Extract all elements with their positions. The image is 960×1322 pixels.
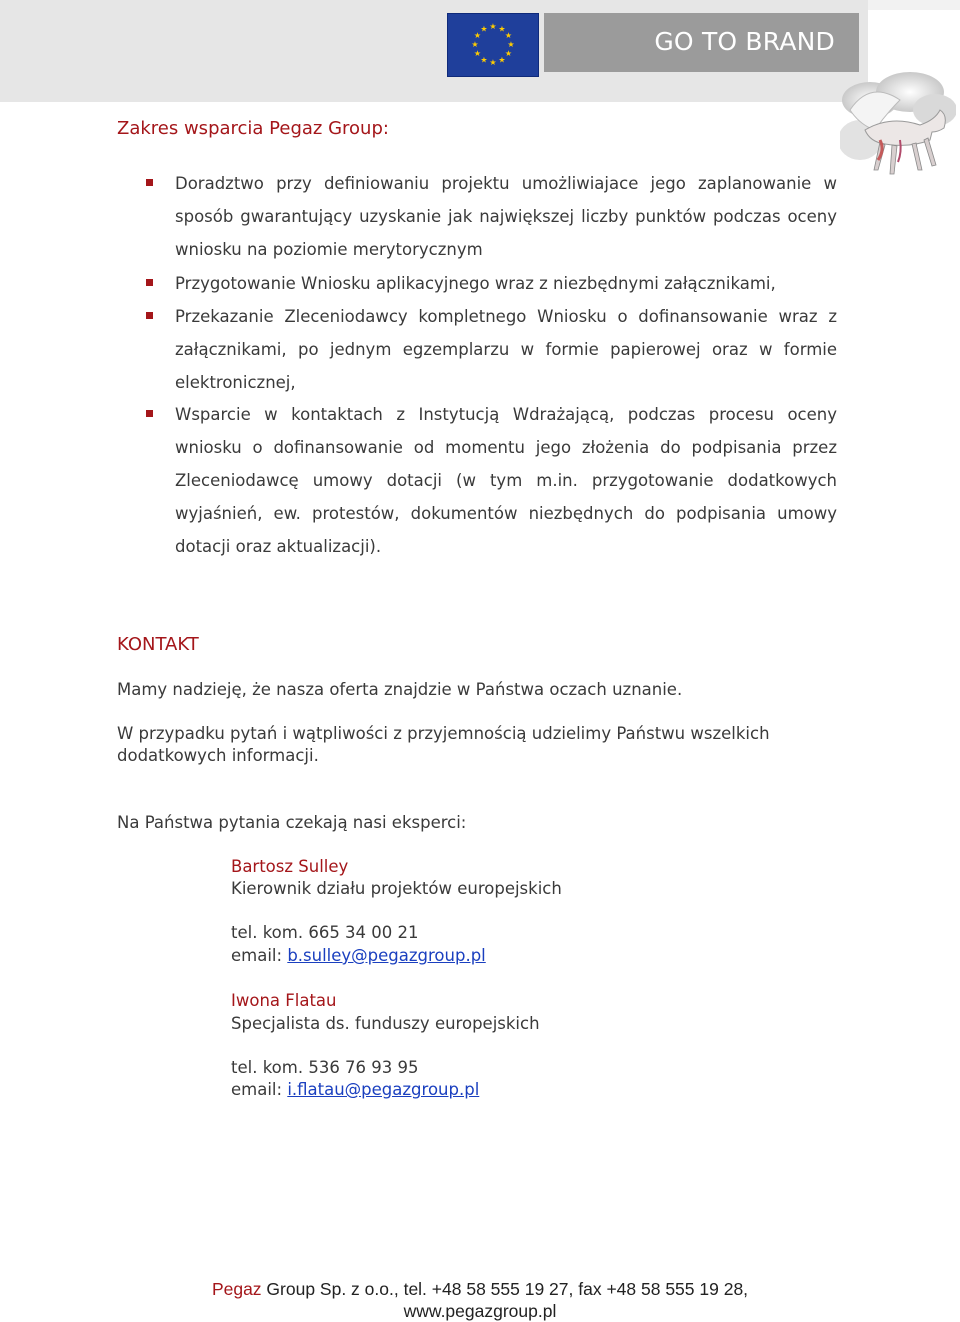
- svg-text:★: ★: [489, 58, 497, 67]
- expert-phone: tel. kom. 536 76 93 95: [231, 1058, 419, 1077]
- list-item: Przekazanie Zleceniodawcy kompletnego Wniosku o dofinansowanie wraz z załącznikami, po jednym egzemplarzu w formie papierowej oraz w formie elektronicznej,: [175, 300, 837, 399]
- footer-company-details: Group Sp. z o.o., tel. +48 58 555 19 27, fax +48 58 555 19 28,: [261, 1279, 749, 1299]
- svg-text:★: ★: [504, 49, 513, 58]
- svg-text:★: ★: [473, 31, 482, 40]
- expert-role: Specjalista ds. funduszy europejskich: [231, 1014, 540, 1033]
- svg-text:★: ★: [498, 24, 506, 34]
- brand-banner: [544, 13, 859, 72]
- pegasus-logo-image: [840, 70, 956, 200]
- email-label: email:: [231, 1080, 288, 1099]
- list-item: Przygotowanie Wniosku aplikacyjnego wraz z niezbędnymi załącznikami,: [175, 267, 837, 300]
- expert-email-link[interactable]: i.flatau@pegazgroup.pl: [287, 1080, 480, 1099]
- expert-name: Iwona Flatau: [231, 991, 337, 1010]
- brand-text: GO TO BRAND: [654, 27, 835, 56]
- contact-paragraph-questions: W przypadku pytań i wątpliwości z przyjemnością udzielimy Państwu wszelkich dodatkowych informacji.: [117, 724, 770, 765]
- svg-text:★: ★: [507, 40, 515, 49]
- svg-text:★: ★: [480, 55, 488, 65]
- svg-text:★: ★: [471, 40, 479, 49]
- list-item: Doradztwo przy definiowaniu projektu umożliwiajace jego zaplanowanie w sposób gwarantujący uzyskanie jak największej liczby punktów podczas oceny wniosku na poziomie merytorycznym: [175, 167, 837, 266]
- expert-email-link[interactable]: b.sulley@pegazgroup.pl: [287, 946, 486, 965]
- expert-role: Kierownik działu projektów europejskich: [231, 879, 562, 898]
- email-label: email:: [231, 946, 288, 965]
- header-band-right: [868, 0, 960, 10]
- bullet-square-icon: [146, 410, 153, 417]
- support-section-title: Zakres wsparcia Pegaz Group:: [117, 118, 389, 139]
- contact-section-title: KONTAKT: [117, 634, 199, 655]
- svg-text:★: ★: [480, 24, 488, 34]
- contact-paragraph-hope: Mamy nadzieję, że nasza oferta znajdzie w Państwa oczach uznanie.: [117, 680, 683, 699]
- expert-phone: tel. kom. 665 34 00 21: [231, 923, 419, 942]
- svg-text:★: ★: [473, 49, 482, 58]
- expert-name: Bartosz Sulley: [231, 857, 349, 876]
- footer-website[interactable]: www.pegazgroup.pl: [403, 1301, 557, 1321]
- bullet-square-icon: [146, 179, 153, 186]
- footer-brand: Pegaz: [211, 1279, 262, 1299]
- footer: [0, 1278, 960, 1322]
- bullet-square-icon: [146, 312, 153, 319]
- expert-email-line: [231, 945, 486, 967]
- svg-text:★: ★: [504, 31, 513, 40]
- list-item: Wsparcie w kontaktach z Instytucją Wdrażającą, podczas procesu oceny wniosku o dofinansowanie od momentu jego złożenia do podpisania przez Zleceniodawcę umowy dotacji (w tym m.in. przygotowanie dodatkowych wyjaśnień, ew. protestów, dokumentów niezbędnych do podpisania umowy dotacji oraz aktualizacji).: [175, 398, 837, 563]
- svg-text:★: ★: [489, 22, 497, 31]
- svg-text:★: ★: [498, 55, 506, 65]
- bullet-square-icon: [146, 279, 153, 286]
- expert-email-line: [231, 1079, 479, 1101]
- footer-line-1: [0, 1278, 960, 1300]
- eu-flag-icon: [447, 13, 539, 77]
- contact-paragraph-experts: Na Państwa pytania czekają nasi eksperci:: [117, 813, 467, 832]
